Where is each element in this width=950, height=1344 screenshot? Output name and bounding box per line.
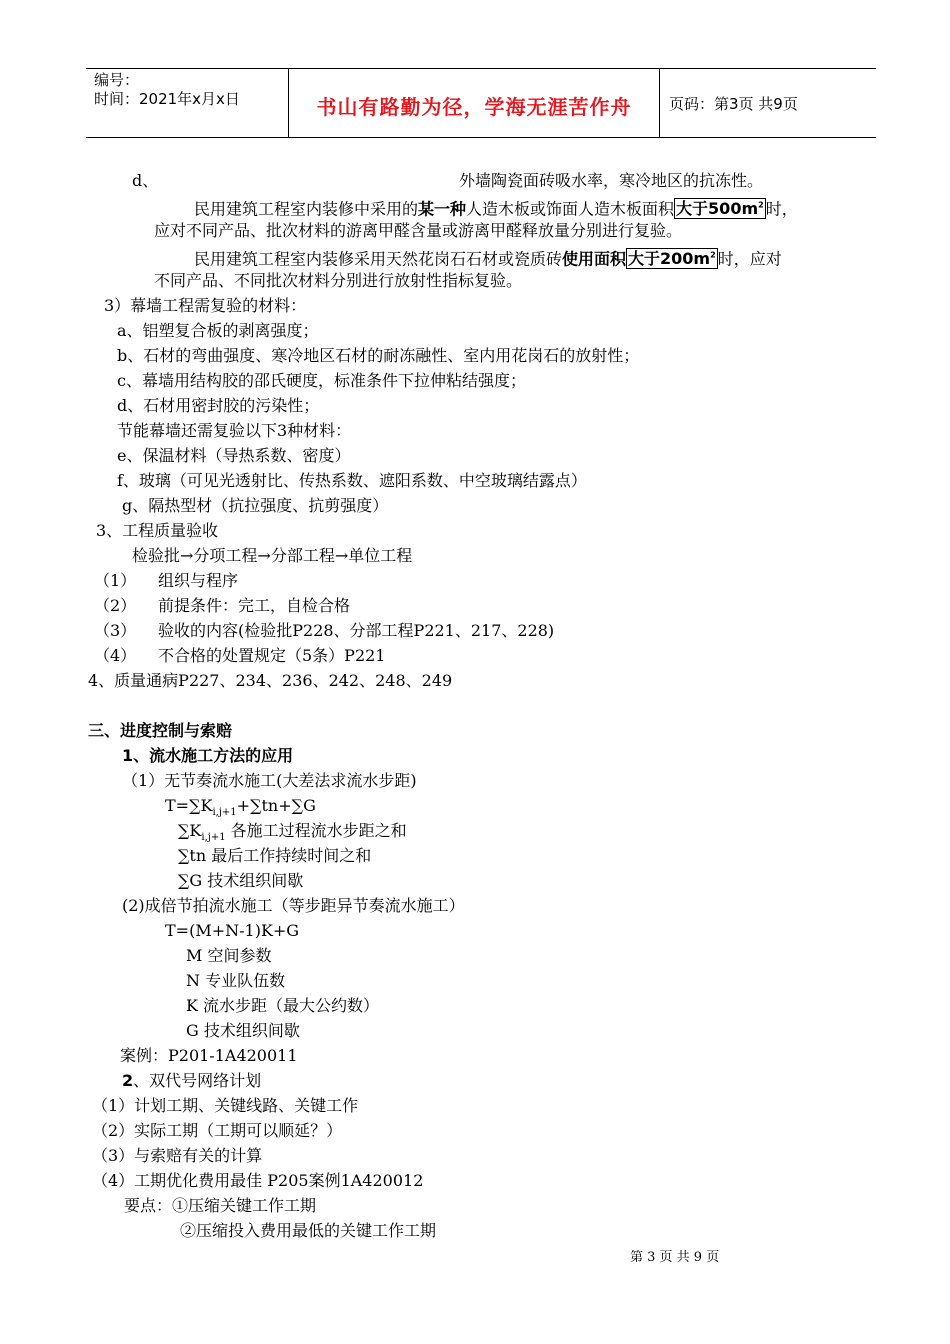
text-line: [459, 171, 763, 191]
list-marker: （4）: [94, 646, 137, 665]
formula: T=(M+N-1)K+G: [165, 921, 300, 940]
page-footer: 第 3 页 共 9 页: [630, 1250, 720, 1265]
boxed-text: 大于$500m^2$: [676, 199, 764, 219]
list-item: （4）工期优化费用最佳 P205案例1A420012: [92, 1171, 424, 1190]
section-heading: 3、工程质量验收: [96, 521, 219, 540]
text-line: a、铝塑复合板的剥离强度；: [117, 321, 319, 340]
emphasis-text: 使用面积: [562, 249, 627, 269]
text-line: 4、质量通病P227、234、236、242、248、249: [88, 671, 453, 690]
line-text: 民用建筑工程室内装修采用天然花岗石石材或瓷质砖: [194, 249, 563, 269]
section-title: 、双代号网络计划: [133, 1071, 262, 1090]
section-heading: [122, 1071, 261, 1091]
formula-part: T=∑K: [165, 796, 213, 815]
formula-subscript: i,j+1: [212, 807, 237, 819]
text-line: 要点：①压缩关键工作工期: [124, 1196, 317, 1215]
text-line: 3）幕墙工程需复验的材料：: [104, 296, 307, 315]
code-label: 编号：: [94, 71, 140, 89]
formula-term: ∑G 技术组织间歇: [178, 871, 304, 890]
list-item: 前提条件：完工，自检合格: [158, 596, 351, 615]
text-line: 检验批→分项工程→分部工程→单位工程: [132, 546, 413, 565]
list-item: （1）计划工期、关键线路、关键工作: [92, 1096, 359, 1115]
header-motto: 书山有路勤为径，学海无涯苦作舟: [316, 95, 632, 119]
list-item: 验收的内容(检验批P228、分部工程P221、217、228): [158, 621, 555, 640]
list-marker: （1）: [94, 571, 137, 590]
boxed-value: 大于200m: [628, 249, 711, 269]
formula-part: +∑tn+∑G: [236, 796, 316, 815]
list-item: （3）与索赔有关的计算: [92, 1146, 263, 1165]
text-line: [132, 171, 158, 191]
text-line: 应对不同产品、批次材料的游离甲醛含量或游离甲醛释放量分别进行复验。: [154, 221, 683, 240]
formula-part: 各施工过程流水步距之和: [225, 821, 407, 840]
line-text: 民用建筑工程室内装修中采用的: [194, 199, 419, 219]
text-line: 不同产品、不同批次材料分别进行放射性指标复验。: [154, 271, 523, 290]
line-text: 人造木板或饰面人造木板面积: [466, 199, 675, 219]
emphasis-text: 某一种: [418, 199, 467, 219]
list-marker: （2）: [94, 596, 137, 615]
item-marker: d、: [132, 171, 159, 190]
formula: [165, 796, 316, 823]
section-heading: 1、流水施工方法的应用: [122, 746, 294, 765]
text-line: b、石材的弯曲强度、寒冷地区石材的耐冻融性、室内用花岗石的放射性；: [117, 346, 640, 365]
boxed-value: 大于500m: [676, 199, 759, 219]
text-line: [194, 246, 782, 269]
text-line: g、隔热型材（抗拉强度、抗剪强度）: [122, 496, 389, 515]
section-number: 2: [122, 1071, 134, 1090]
text-line: [194, 196, 798, 219]
text-line: （1）无节奏流水施工(大差法求流水步距): [122, 771, 417, 790]
boxed-text: 大于$200m^2$: [628, 249, 716, 269]
list-item: 组织与程序: [158, 571, 239, 590]
header-page-info: 页码：第3页 共9页: [669, 95, 798, 113]
time-label: 时间：2021年x月x日: [94, 90, 240, 108]
list-item: （2）实际工期（工期可以顺延？）: [92, 1121, 343, 1140]
header-divider: [659, 69, 660, 137]
line-text: 时，应对: [717, 249, 782, 269]
text-line: c、幕墙用结构胶的邵氏硬度，标准条件下拉伸粘结强度；: [117, 371, 526, 390]
list-item: 不合格的处置规定（5条）P221: [158, 646, 386, 665]
formula-term: N 专业队伍数: [186, 971, 286, 990]
text-line: f、玻璃（可见光透射比、传热系数、遮阳系数、中空玻璃结露点）: [117, 471, 587, 490]
list-marker: （3）: [94, 621, 137, 640]
text-line: d、石材用密封胶的污染性；: [117, 396, 320, 415]
formula-term: G 技术组织间歇: [186, 1021, 300, 1040]
chapter-heading: 三、进度控制与索赔: [88, 721, 233, 740]
header-meta: [94, 71, 240, 109]
line-text: 时，: [765, 199, 798, 219]
text-line: 案例：P201-1A420011: [120, 1046, 298, 1065]
formula-part: ∑K: [178, 821, 202, 840]
text-line: 节能幕墙还需复验以下3种材料：: [117, 421, 352, 440]
formula-term: ∑tn 最后工作持续时间之和: [178, 846, 372, 865]
formula-subscript: i,j+1: [201, 832, 226, 844]
line-text: 外墙陶瓷面砖吸水率，寒冷地区的抗冻性。: [459, 171, 764, 190]
page-header: [86, 68, 876, 138]
text-line: (2)成倍节拍流水施工（等步距异节奏流水施工）: [122, 896, 465, 915]
text-line: ②压缩投入费用最低的关键工作工期: [180, 1221, 437, 1240]
formula-term: K 流水步距（最大公约数）: [186, 996, 380, 1015]
formula-term: [178, 821, 407, 848]
text-line: e、保温材料（导热系数、密度）: [117, 446, 351, 465]
formula-term: M 空间参数: [186, 946, 272, 965]
